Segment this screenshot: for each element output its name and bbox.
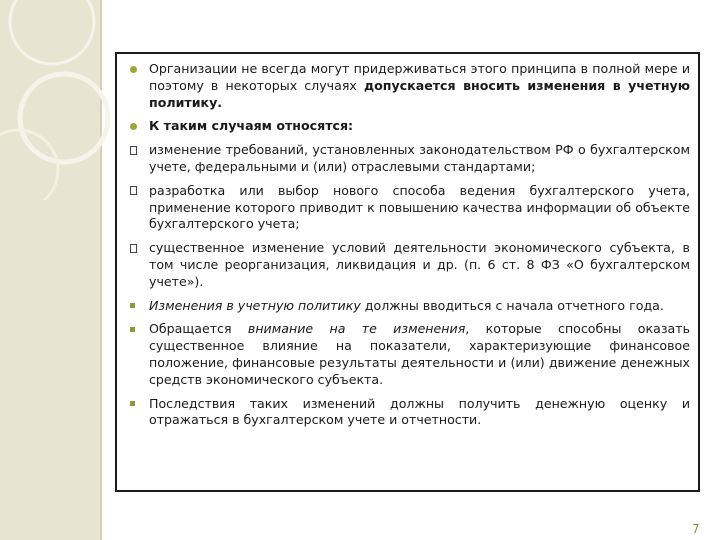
item-text-bold: К таким случаям относятся:: [149, 118, 354, 134]
item-text: [149, 321, 690, 388]
list-item: [125, 118, 690, 135]
list-item: [125, 321, 690, 388]
item-text-run: разработка или выбор нового способа ведения бухгалтерского учета, применение которого приводит к повышению качества информации об объекте бухгалтерского учета;: [149, 182, 690, 232]
list-item: [125, 396, 690, 430]
item-text-italic: внимание на те изменения: [247, 321, 466, 337]
deco-circle-middle: [20, 74, 108, 162]
bullet-dot-icon: [125, 61, 149, 78]
bullet-box-icon: [125, 240, 149, 257]
bullet-box-icon: [125, 183, 149, 200]
content-box: [115, 52, 700, 492]
list-item: [125, 183, 690, 233]
item-text-run: изменение требований, установленных законодательством РФ о бухгалтерском учете, федеральными и (или) отраслевыми стандартами;: [149, 142, 690, 174]
bullet-box-icon: [125, 142, 149, 159]
item-text-run: существенное изменение условий деятельности экономического субъекта, в том числе реорганизация, ликвидация и др. (п. 6 ст. 8 ФЗ «О бухгалтерском учете»).: [149, 240, 690, 289]
item-text: [149, 118, 690, 135]
list-item: [125, 61, 690, 111]
item-text-run: Организации не всегда могут придерживаться этого принципа в полной мере и поэтому в некоторых случаях: [149, 61, 690, 93]
item-text: [149, 240, 690, 290]
bullet-dot-icon: [125, 118, 149, 135]
item-text: [149, 183, 690, 233]
item-text-bold: допускается вносить изменения в учетную политику.: [149, 77, 691, 110]
list-item: [125, 142, 690, 176]
item-text: [149, 396, 690, 430]
item-text-run: Обращается: [149, 321, 248, 337]
item-text: [149, 142, 690, 176]
item-text: [149, 61, 690, 111]
bullet-square-icon: [125, 396, 149, 413]
item-text-italic: Изменения в учетную политику: [149, 297, 361, 313]
list-item: [125, 240, 690, 290]
deco-circle-top: [10, 0, 94, 64]
bullet-square-icon: [125, 321, 149, 338]
item-text: [149, 298, 690, 315]
item-text-run: , которые способны оказать существенное влияние на показатели, характеризующие финансовое положение, финансовые результаты деятельности и (или) движение денежных средств экономического субъекта.: [149, 321, 690, 387]
decorative-circles: [0, 0, 110, 200]
bullet-square-icon: [125, 298, 149, 315]
page-number: 7: [692, 522, 700, 536]
item-text-run: Последствия таких изменений должны получить денежную оценку и отражаться в бухгалтерском учете и отчетности.: [149, 395, 690, 428]
list-item: [125, 298, 690, 315]
item-text-run: должны вводиться с начала отчетного года.: [360, 297, 664, 313]
